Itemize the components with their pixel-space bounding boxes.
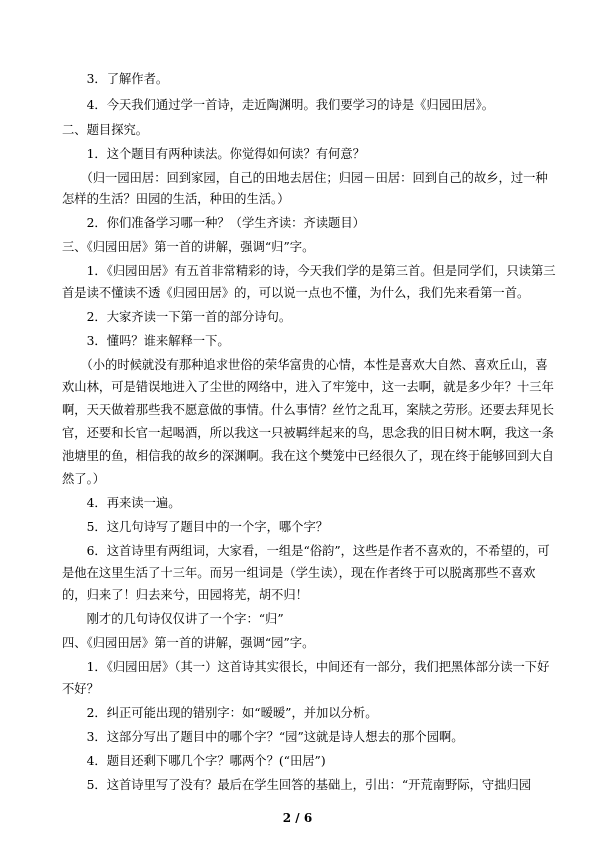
text-line: 首是读不懂读不透《归园田居》的，可以说一点也不懂，为什么，我们先来看第一首。: [62, 286, 530, 300]
text-line: 怎样的生活？田园的生活，种田的生活。）: [62, 192, 290, 206]
text-line: 1．《归园田居》（其一）这首诗其实很长，中间还有一部分，我们把黑体部分读一下好: [62, 660, 550, 674]
text-line: 欢山林，可是错误地进入了尘世的网络中，进入了牢笼中，这一去啊，就是多少年？十三年: [62, 380, 554, 394]
text-line: 2．大家齐读一下第一首的部分诗句。: [62, 310, 292, 324]
text-line: 4．题目还剩下哪几个字？哪两个？(“田居”): [62, 754, 326, 768]
text-line: 啊，天天做着那些我不愿意做的事情。什么事情？丝竹之乱耳，案牍之劳形。还要去拜见长: [62, 403, 554, 417]
text-line: 3．了解作者。: [62, 72, 169, 86]
text-line: 5．这首诗里写了没有？最后在学生回答的基础上，引出：“开荒南野际，守拙归园: [62, 778, 532, 792]
text-line: 6．这首诗里有两组词，大家看，一组是“俗韵”，这些是作者不喜欢的，不希望的，可: [62, 544, 550, 558]
text-line: （归一园田居：回到家园，自己的田地去居住；归园－田居：回到自己的故乡，过一种: [62, 171, 548, 185]
text-line: 5．这几句诗写了题目中的一个字，哪个字？: [62, 520, 329, 534]
text-line: 4．今天我们通过学一首诗，走近陶渊明。我们要学习的诗是《归园田居》。: [62, 98, 495, 112]
text-line: 2．纠正可能出现的错别字：如“暧暧”，并加以分析。: [62, 706, 378, 720]
page-number: 2 / 6: [282, 811, 313, 825]
text-line: 1．《归园田居》有五首非常精彩的诗，今天我们学的是第三首。但是同学们，只读第三: [62, 264, 556, 278]
text-line: 刚才的几句诗仅仅讲了一个字：“归”: [62, 612, 284, 626]
text-line: 然了。）: [62, 472, 106, 486]
text-line: 是他在这里生活了十三年。而另一组词是（学生读），现在作者终于可以脱离那些不喜欢: [62, 566, 536, 580]
text-line: 的，归来了！归去来兮，田园将芜，胡不归！: [62, 588, 308, 602]
text-line: 不好？: [62, 682, 99, 696]
text-line: 四、《归园田居》第一首的讲解，强调“园”字。: [62, 636, 315, 650]
text-line: 2．你们准备学习哪一种？（学生齐读：齐读题目）: [62, 216, 365, 230]
text-line: 1．这个题目有两种读法。你觉得如何读？有何意？: [62, 147, 365, 161]
text-line: 4．再来读一遍。: [62, 496, 181, 510]
text-line: 池塘里的鱼，相信我的故乡的深渊啊。我在这个樊笼中已经很久了，现在终于能够回到大自: [62, 449, 554, 463]
text-line: 三、《归园田居》第一首的讲解，强调“归”字。: [62, 240, 315, 254]
text-line: 官，还要和长官一起喝酒，所以我这一只被羁绊起来的鸟，思念我的旧日树木啊，我这一条: [62, 426, 554, 440]
text-line: 二、题目探究。: [62, 123, 149, 137]
text-line: 3．这部分写出了题目中的哪个字？“园”这就是诗人想去的那个园啊。: [62, 730, 464, 744]
text-line: （小的时候就没有那种追求世俗的荣华富贵的心情，本性是喜欢大自然、喜欢丘山，喜: [62, 358, 548, 372]
text-line: 3．懂吗？谁来解释一下。: [62, 334, 230, 348]
